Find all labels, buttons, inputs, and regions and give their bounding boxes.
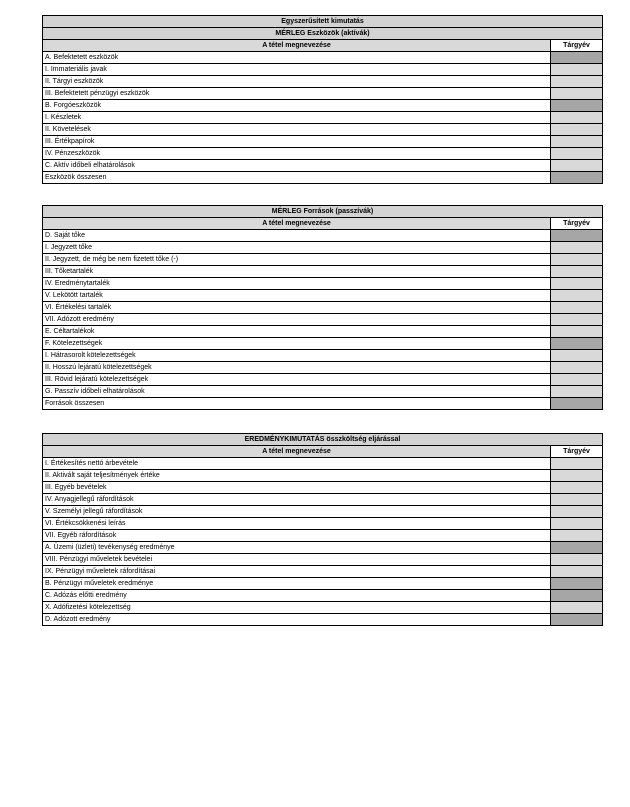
row-value-cell[interactable] — [550, 590, 602, 602]
table-row — [43, 100, 603, 112]
row-value-cell[interactable] — [550, 470, 602, 482]
row-value-cell[interactable] — [550, 160, 602, 172]
row-label: II. Tárgyi eszközök — [43, 76, 551, 88]
table-row — [43, 398, 603, 410]
column-header-value: Tárgyév — [550, 446, 602, 458]
row-label: G. Passzív időbeli elhatárolások — [43, 386, 551, 398]
table-row — [43, 458, 603, 470]
row-label: D. Adózott eredmény — [43, 614, 551, 626]
row-value-cell[interactable] — [551, 290, 603, 302]
report-title: Egyszerűsített kimutatás — [43, 16, 603, 28]
row-value-cell[interactable] — [551, 278, 603, 290]
row-label: II. Követelések — [43, 124, 551, 136]
income-statement-table — [42, 433, 603, 626]
row-value-cell[interactable] — [551, 338, 603, 350]
row-label: IX. Pénzügyi műveletek ráfordításai — [43, 566, 551, 578]
row-value-cell[interactable] — [550, 124, 602, 136]
row-label: B. Forgóeszközök — [43, 100, 551, 112]
row-value-cell[interactable] — [550, 506, 602, 518]
row-value-cell[interactable] — [551, 242, 603, 254]
table-row — [43, 554, 603, 566]
table-row — [43, 290, 603, 302]
row-label: B. Pénzügyi műveletek eredménye — [43, 578, 551, 590]
table-row — [43, 314, 603, 326]
table-row — [43, 482, 603, 494]
table-row — [43, 518, 603, 530]
row-label: IV. Eredménytartalék — [43, 278, 551, 290]
row-value-cell[interactable] — [551, 386, 603, 398]
row-label: V. Személyi jellegű ráfordítások — [43, 506, 551, 518]
table-row — [43, 160, 603, 172]
row-label: I. Immateriális javak — [43, 64, 551, 76]
row-value-cell[interactable] — [550, 566, 602, 578]
row-label: E. Céltartalékok — [43, 326, 551, 338]
row-value-cell[interactable] — [550, 614, 602, 626]
table-row — [43, 386, 603, 398]
row-value-cell[interactable] — [550, 100, 602, 112]
row-value-cell[interactable] — [551, 254, 603, 266]
table-row — [43, 566, 603, 578]
table-row — [43, 278, 603, 290]
row-label: A. Üzemi (üzleti) tevékenység eredménye — [43, 542, 551, 554]
row-label: I. Hátrasorolt kötelezettségek — [43, 350, 551, 362]
row-label: VII. Adózott eredmény — [43, 314, 551, 326]
row-value-cell[interactable] — [550, 554, 602, 566]
row-value-cell[interactable] — [550, 494, 602, 506]
row-value-cell[interactable] — [550, 88, 602, 100]
row-label: II. Hosszú lejáratú kötelezettségek — [43, 362, 551, 374]
row-label: II. Jegyzett, de még be nem fizetett tőke (-) — [43, 254, 551, 266]
row-value-cell[interactable] — [551, 374, 603, 386]
row-label: IV. Anyagjellegű ráfordítások — [43, 494, 551, 506]
table-row — [43, 136, 603, 148]
row-label: III. Rövid lejáratú kötelezettségek — [43, 374, 551, 386]
row-value-cell[interactable] — [550, 52, 602, 64]
table-row — [43, 614, 603, 626]
table-row — [43, 254, 603, 266]
row-value-cell[interactable] — [550, 602, 602, 614]
table-row — [43, 350, 603, 362]
table-row — [43, 578, 603, 590]
row-label: A. Befektetett eszközök — [43, 52, 551, 64]
row-value-cell[interactable] — [550, 136, 602, 148]
row-value-cell[interactable] — [551, 302, 603, 314]
column-header-name: A tétel megnevezése — [43, 446, 551, 458]
row-value-cell[interactable] — [551, 398, 603, 410]
table-row — [43, 506, 603, 518]
row-value-cell[interactable] — [551, 266, 603, 278]
row-value-cell[interactable] — [550, 530, 602, 542]
row-label: VIII. Pénzügyi műveletek bevételei — [43, 554, 551, 566]
row-value-cell[interactable] — [550, 578, 602, 590]
income-section-title: EREDMÉNYKIMUTATÁS összköltség eljárással — [43, 434, 603, 446]
table-row — [43, 172, 603, 184]
row-label: VI. Értékcsökkenési leírás — [43, 518, 551, 530]
table-row — [43, 590, 603, 602]
liabilities-section-title: MÉRLEG Források (passzívák) — [43, 206, 603, 218]
row-value-cell[interactable] — [550, 64, 602, 76]
table-row — [43, 602, 603, 614]
row-value-cell[interactable] — [550, 76, 602, 88]
row-label: III. Értékpapírok — [43, 136, 551, 148]
row-value-cell[interactable] — [550, 148, 602, 160]
table-row — [43, 302, 603, 314]
table-row — [43, 338, 603, 350]
row-value-cell[interactable] — [551, 362, 603, 374]
row-label: VII. Egyéb ráfordítások — [43, 530, 551, 542]
row-value-cell[interactable] — [551, 314, 603, 326]
table-row — [43, 542, 603, 554]
row-value-cell[interactable] — [550, 112, 602, 124]
balance-assets-table — [42, 15, 603, 184]
table-row — [43, 266, 603, 278]
row-label: Eszközök összesen — [43, 172, 551, 184]
table-row — [43, 148, 603, 160]
table-row — [43, 326, 603, 338]
row-value-cell[interactable] — [551, 326, 603, 338]
row-value-cell[interactable] — [550, 542, 602, 554]
row-value-cell[interactable] — [550, 172, 602, 184]
balance-liabilities-table — [42, 205, 603, 410]
column-header-name: A tétel megnevezése — [43, 218, 551, 230]
row-label: F. Kötelezettségek — [43, 338, 551, 350]
table-row — [43, 362, 603, 374]
row-label: V. Lekötött tartalék — [43, 290, 551, 302]
table-row — [43, 530, 603, 542]
table-row — [43, 52, 603, 64]
row-label: I. Értékesítés nettó árbevétele — [43, 458, 551, 470]
row-label: II. Aktivált saját teljesítmények értéke — [43, 470, 551, 482]
row-label: C. Aktív időbeli elhatárolások — [43, 160, 551, 172]
row-value-cell[interactable] — [550, 458, 602, 470]
table-row — [43, 124, 603, 136]
row-value-cell[interactable] — [551, 230, 603, 242]
row-label: III. Egyéb bevételek — [43, 482, 551, 494]
assets-section-title: MÉRLEG Eszközök (aktívák) — [43, 28, 603, 40]
column-header-value: Tárgyév — [551, 218, 603, 230]
row-label: X. Adófizetési kötelezettség — [43, 602, 551, 614]
column-header-name: A tétel megnevezése — [43, 40, 551, 52]
table-row — [43, 76, 603, 88]
row-value-cell[interactable] — [550, 482, 602, 494]
row-label: I. Készletek — [43, 112, 551, 124]
table-row — [43, 374, 603, 386]
row-label: IV. Pénzeszközök — [43, 148, 551, 160]
column-header-value: Tárgyév — [550, 40, 602, 52]
row-label: VI. Értékelési tartalék — [43, 302, 551, 314]
table-row — [43, 470, 603, 482]
row-label: III. Tőketartalék — [43, 266, 551, 278]
table-row — [43, 494, 603, 506]
table-row — [43, 112, 603, 124]
row-label: III. Befektetett pénzügyi eszközök — [43, 88, 551, 100]
table-row — [43, 242, 603, 254]
table-row — [43, 230, 603, 242]
row-label: I. Jegyzett tőke — [43, 242, 551, 254]
row-label: D. Saját tőke — [43, 230, 551, 242]
table-row — [43, 64, 603, 76]
row-label: C. Adózás előtti eredmény — [43, 590, 551, 602]
table-row — [43, 88, 603, 100]
row-label: Források összesen — [43, 398, 551, 410]
row-value-cell[interactable] — [550, 518, 602, 530]
row-value-cell[interactable] — [551, 350, 603, 362]
